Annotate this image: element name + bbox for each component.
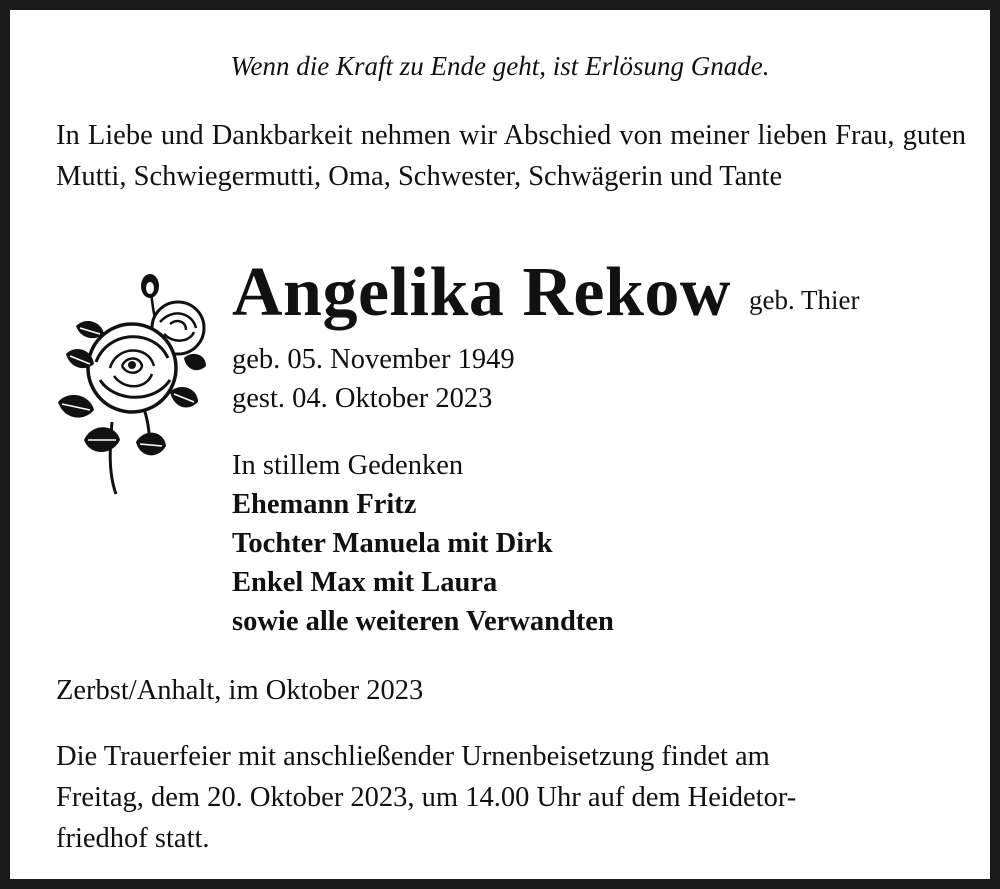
- service-line-2: Freitag, dem 20. Oktober 2023, um 14.00 Uhr auf dem Heidetor-: [56, 782, 797, 813]
- mourner-daughter: Tochter Manuela mit Dirk: [232, 528, 553, 559]
- rose-illustration: [50, 272, 208, 498]
- mourner-husband: Ehemann Fritz: [232, 489, 417, 520]
- mourner-grandchild: Enkel Max mit Laura: [232, 567, 498, 598]
- name-row: [232, 250, 972, 336]
- mourners-block: [232, 446, 614, 641]
- maiden-name: geb. Thier: [748, 285, 860, 315]
- deceased-name: Angelika Rekow: [232, 254, 731, 331]
- mourner-relatives: sowie alle weiteren Verwandten: [232, 606, 614, 637]
- birth-date: geb. 05. November 1949: [232, 344, 515, 375]
- death-date: gest. 04. Oktober 2023: [232, 383, 493, 414]
- intro-text: In Liebe und Dankbarkeit nehmen wir Abschied von meiner lieben Frau, guten Mutti, Schwiegermutti, Oma, Schwester, Schwägerin und Tante: [56, 120, 966, 192]
- service-line-1: Die Trauerfeier mit anschließender Urnenbeisetzung findet am: [56, 741, 770, 772]
- life-dates: [232, 340, 515, 418]
- place-date: Zerbst/Anhalt, im Oktober 2023: [56, 675, 424, 706]
- service-line-3: friedhof statt.: [56, 823, 210, 854]
- service-info: [56, 736, 966, 859]
- mourners-heading: In stillem Gedenken: [232, 450, 464, 481]
- motto: Wenn die Kraft zu Ende geht, ist Erlösung Gnade.: [230, 51, 770, 81]
- rose-icon: [50, 272, 208, 498]
